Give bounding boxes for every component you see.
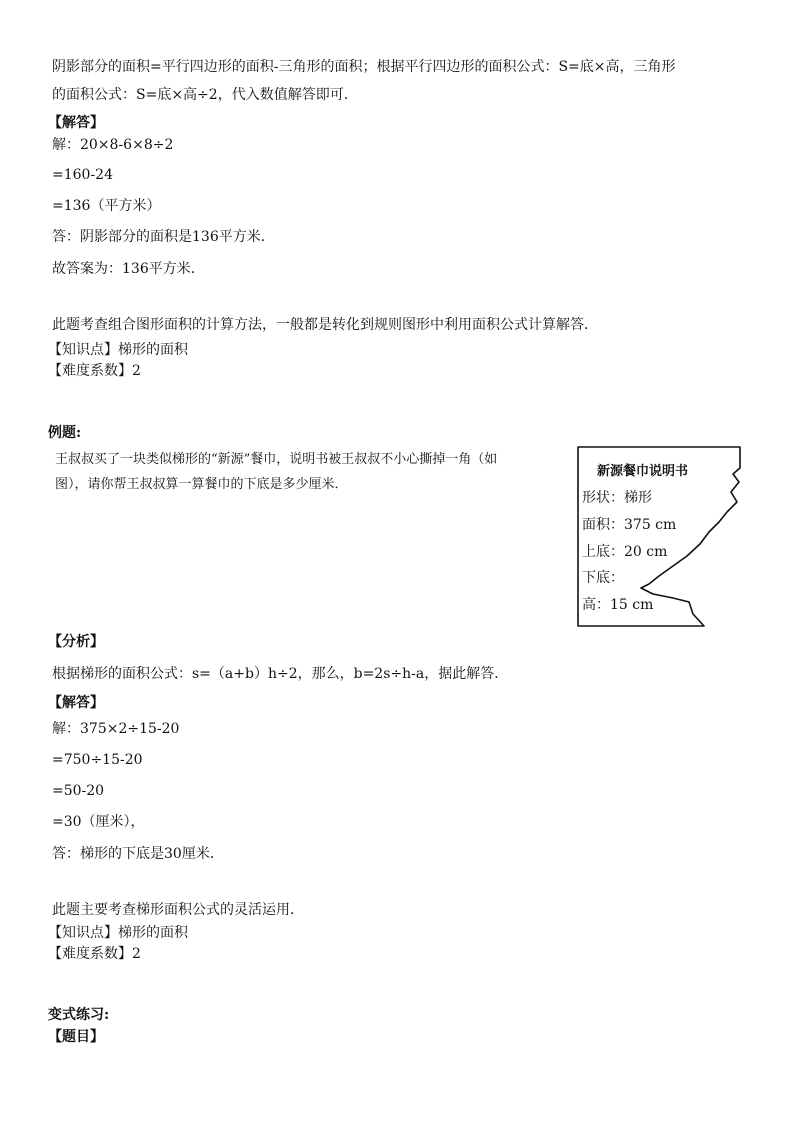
example-comment: 此题主要考查梯形面积公式的灵活运用． bbox=[52, 902, 304, 918]
example-knowledge-point: 【知识点】梯形的面积 bbox=[48, 925, 188, 941]
example-step-4: =30（厘米）， bbox=[52, 814, 145, 830]
example-label: 例题: bbox=[48, 425, 82, 441]
comment: 此题考查组合图形面积的计算方法，一般都是转化到规则图形中利用面积公式计算解答． bbox=[52, 317, 598, 333]
final-answer: 故答案为：136平方米． bbox=[52, 261, 205, 277]
manual-height: 高：15 cm bbox=[582, 597, 654, 613]
solution-step-1: 解：20×8-6×8÷2 bbox=[52, 137, 174, 153]
manual-title: 新源餐巾说明书 bbox=[597, 464, 689, 479]
analysis-header: 【分析】 bbox=[48, 634, 104, 650]
manual-bottom-base: 下底： bbox=[582, 570, 624, 586]
example-analysis: 根据梯形的面积公式：s=（a+b）h÷2，那么，b=2s÷h-a，据此解答． bbox=[52, 666, 509, 682]
manual-top-base: 上底：20 cm bbox=[582, 544, 668, 560]
example-difficulty-level: 【难度系数】2 bbox=[48, 946, 141, 962]
example-step-2: =750÷15-20 bbox=[52, 752, 143, 768]
example-step-3: =50-20 bbox=[52, 783, 105, 799]
example-answer-header: 【解答】 bbox=[48, 695, 104, 711]
example-conclusion: 答：梯形的下底是30厘米． bbox=[52, 846, 224, 862]
knowledge-point: 【知识点】梯形的面积 bbox=[48, 342, 188, 358]
solution-step-3: =136（平方米） bbox=[52, 198, 161, 214]
example-question-line-1: 王叔叔买了一块类似梯形的“新源”餐巾，说明书被王叔叔不小心撕掉一角（如 bbox=[55, 452, 498, 467]
example-question-line-2: 图），请你帮王叔叔算一算餐巾的下底是多少厘米． bbox=[55, 477, 348, 492]
answer-conclusion: 答：阴影部分的面积是136平方米． bbox=[52, 229, 275, 245]
example-step-1: 解：375×2÷15-20 bbox=[52, 721, 180, 737]
analysis-line-2: 的面积公式：S=底×高÷2，代入数值解答即可． bbox=[52, 87, 358, 103]
napkin-manual-figure bbox=[577, 446, 741, 628]
manual-area: 面积：375 cm bbox=[582, 517, 677, 533]
answer-header: 【解答】 bbox=[48, 115, 104, 131]
difficulty-level: 【难度系数】2 bbox=[48, 363, 141, 379]
solution-step-2: =160-24 bbox=[52, 167, 113, 183]
variant-label: 变式练习: bbox=[48, 1007, 110, 1023]
analysis-line-1: 阴影部分的面积=平行四边形的面积-三角形的面积；根据平行四边形的面积公式：S=底×高，三角形 bbox=[52, 59, 676, 75]
manual-shape: 形状：梯形 bbox=[582, 490, 652, 506]
variant-question-header: 【题目】 bbox=[48, 1029, 104, 1045]
